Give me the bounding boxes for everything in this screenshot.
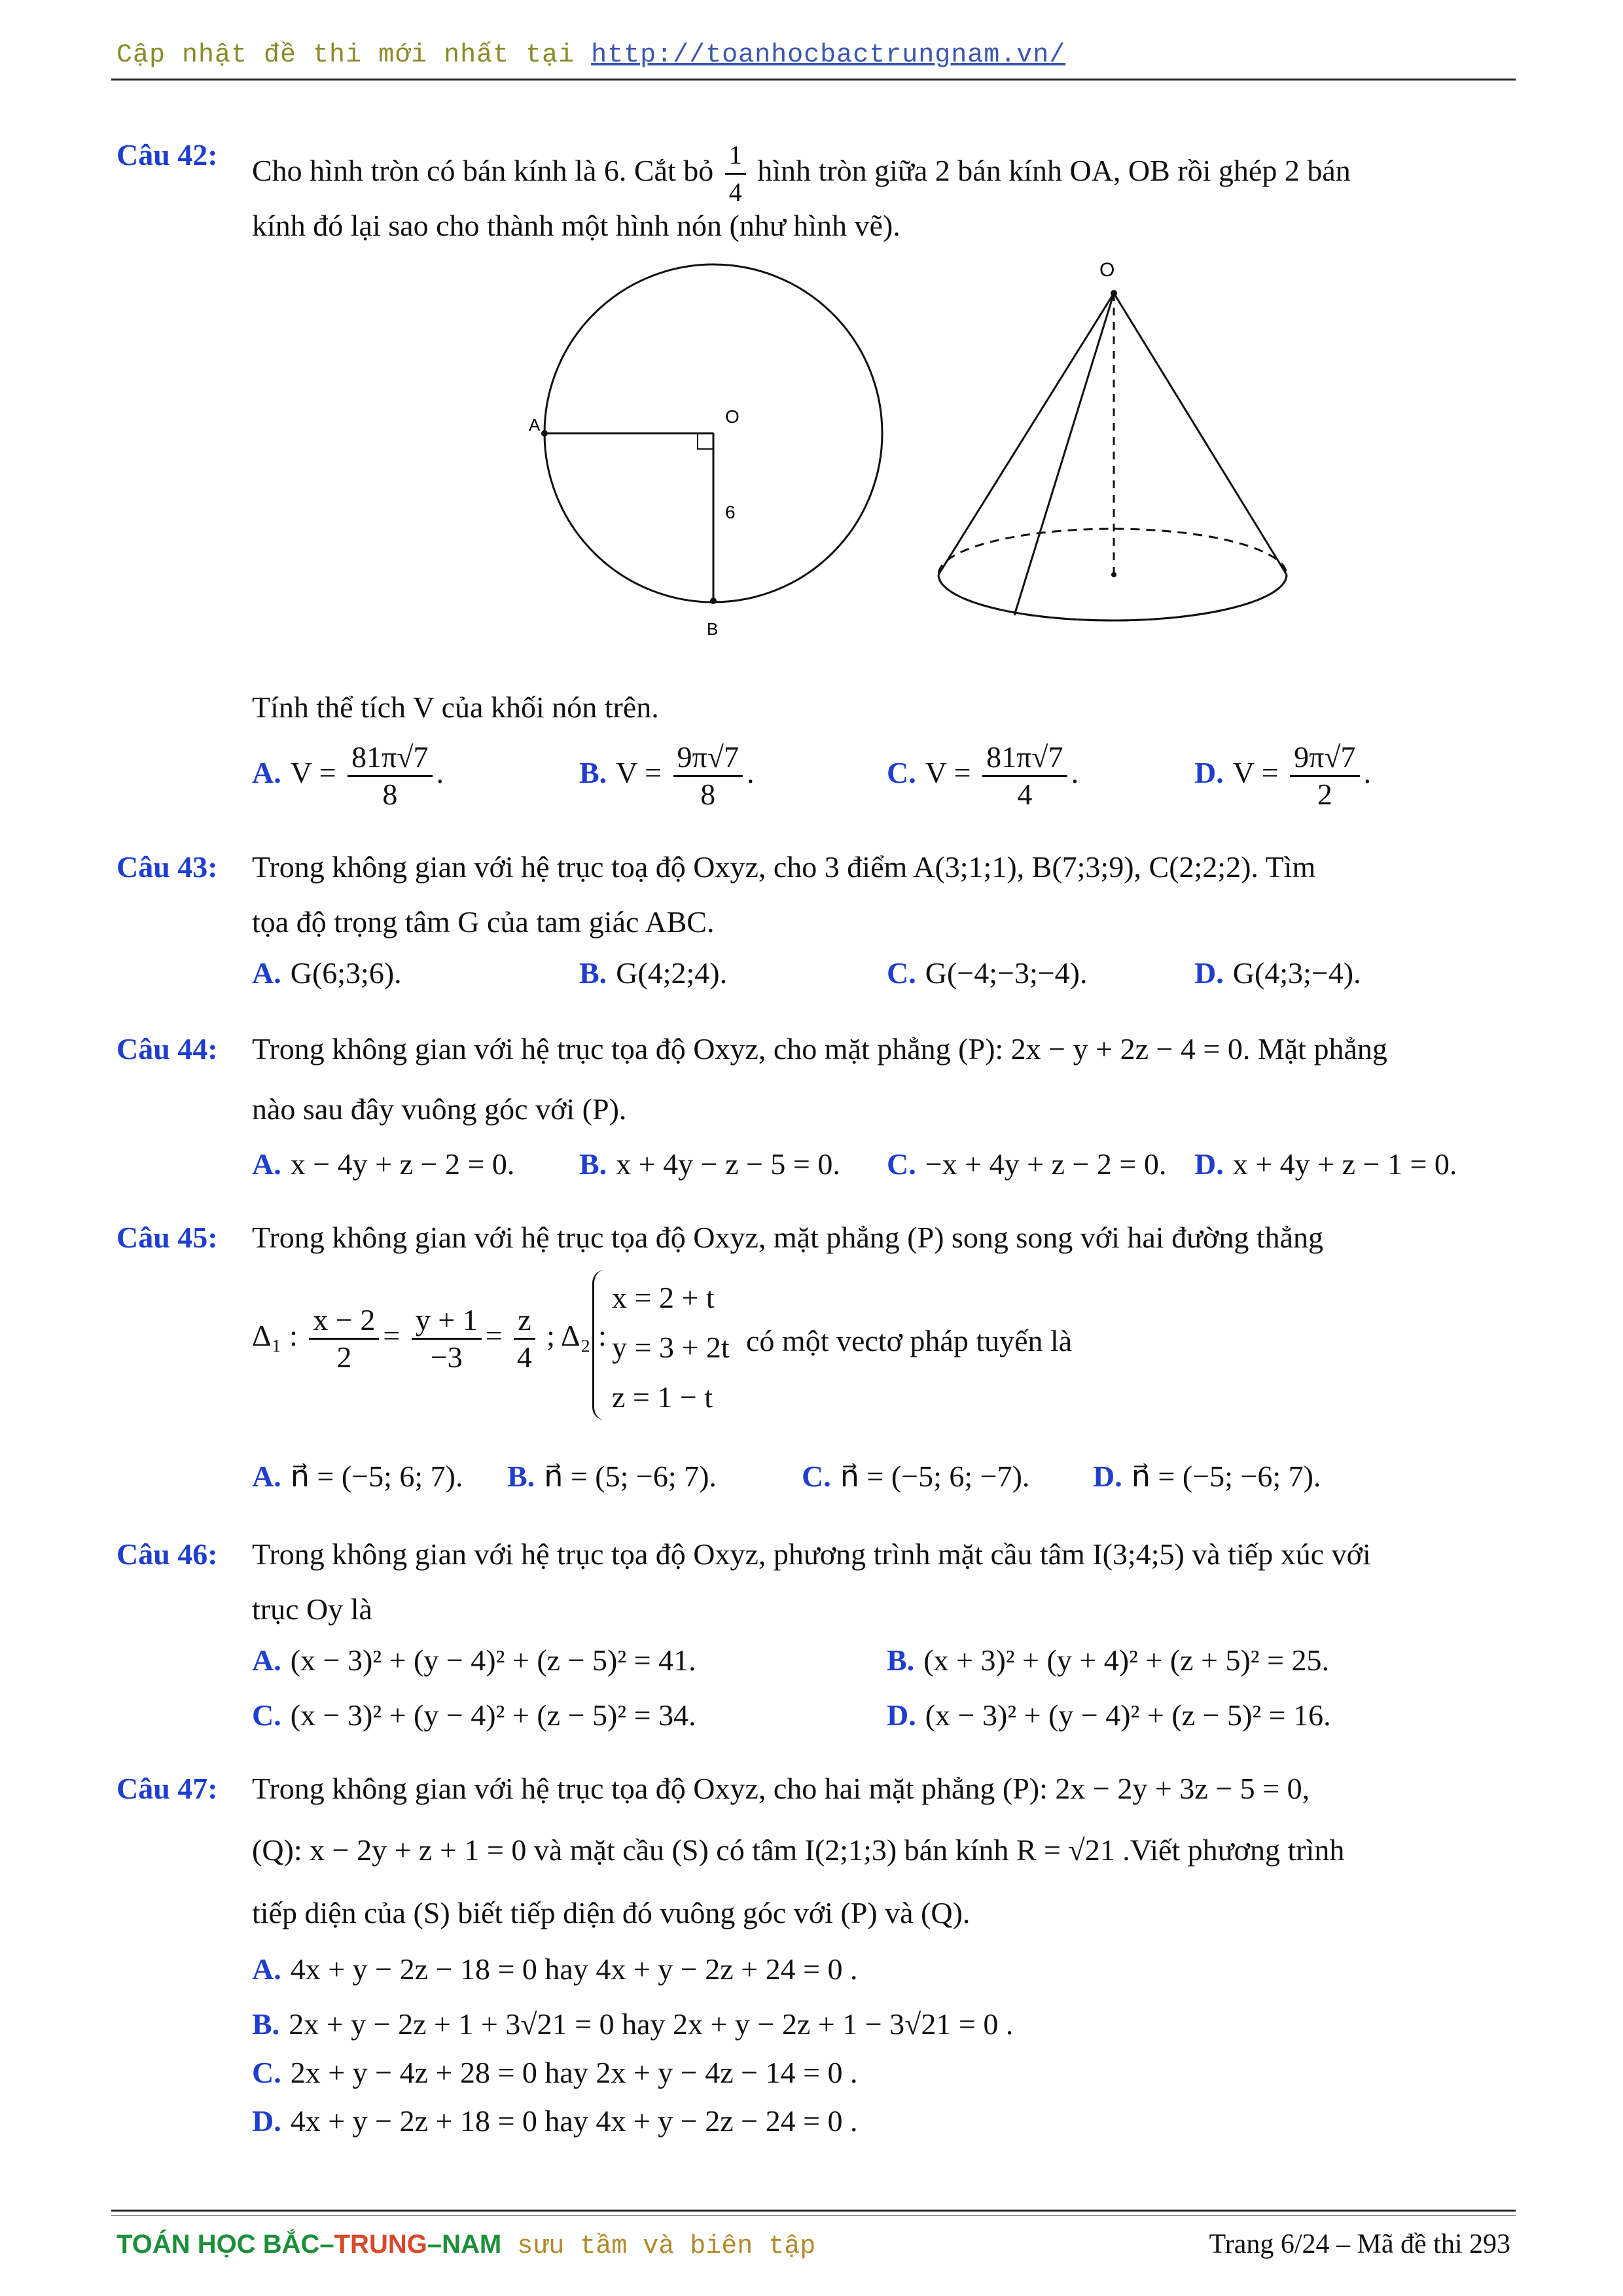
cone-figure xyxy=(929,255,1302,635)
question-46-label: Câu 46: xyxy=(116,1537,218,1571)
footer-page-info: Trang 6/24 – Mã đề thi 293 xyxy=(1209,2229,1510,2259)
question-45-equations: Δ₁ : $\frac{x - 2}{2}$ = $\frac{y + 1}{-3}$ = $\frac{z}{4}$ ; Δ₂ : xyxy=(252,1303,607,1374)
q43-option-c[interactable]: C. G(−4;−3;−4). xyxy=(887,956,1088,990)
q42-option-c[interactable]: C. V = $\frac{81\pi√7}{4}$ . xyxy=(887,740,1079,811)
question-45-system: x = 2 + t y = 3 + 2t z = 1 − t xyxy=(612,1281,730,1414)
q44-option-c[interactable]: C. −x + 4y + z − 2 = 0. xyxy=(887,1147,1167,1181)
question-44-line2: nào sau đây vuông góc với (P). xyxy=(252,1092,627,1126)
question-45-label: Câu 45: xyxy=(116,1221,218,1254)
question-42-ask: Tính thể tích V của khối nón trên. xyxy=(252,691,659,724)
question-46-line2: trục Oy là xyxy=(252,1592,372,1626)
header-divider xyxy=(111,79,1516,81)
label-A: A xyxy=(529,415,541,435)
question-45-tail: có một vectơ pháp tuyến là xyxy=(746,1324,1073,1357)
fraction-quarter: $\frac{1}{4}$ xyxy=(725,137,746,210)
question-42-line1: Cho hình tròn có bán kính là 6. Cắt bỏ $\frac{1}{4}$ hình tròn giữa 2 bán kính OA, OB rồi ghép 2 bán xyxy=(252,137,1351,210)
label-6: 6 xyxy=(725,502,736,522)
question-46-line1: Trong không gian với hệ trục tọa độ Oxyz, phương trình mặt cầu tâm I(3;4;5) và tiếp xúc với xyxy=(252,1537,1371,1571)
question-44-label: Câu 44: xyxy=(116,1032,218,1066)
label-B: B xyxy=(707,619,719,639)
circle-figure xyxy=(517,262,910,648)
question-42-line2: kính đó lại sao cho thành một hình nón (như hình vẽ). xyxy=(252,209,901,242)
header-prefix: Cập nhật đề thi mới nhất tại xyxy=(116,41,575,70)
q45-option-b[interactable]: B. n⃗ = (5; −6; 7). xyxy=(507,1460,717,1493)
q44-option-d[interactable]: D. x + 4y + z − 1 = 0. xyxy=(1194,1147,1457,1181)
label-O: O xyxy=(725,406,740,427)
q46-option-a[interactable]: A. (x − 3)² + (y − 4)² + (z − 5)² = 41. xyxy=(252,1643,696,1677)
footer-brand: TOÁN HỌC BẮC–TRUNG–NAM sưu tầm và biên tập xyxy=(116,2230,816,2261)
question-47-label: Câu 47: xyxy=(116,1772,218,1805)
footer-divider xyxy=(111,2210,1516,2212)
question-43-line1: Trong không gian với hệ trục toạ độ Oxyz, cho 3 điểm A(3;1;1), B(7;3;9), C(2;2;2). Tìm xyxy=(252,850,1316,884)
q42-option-d[interactable]: D. V = $\frac{9\pi√7}{2}$ . xyxy=(1194,740,1372,811)
question-43-line2: tọa độ trọng tâm G của tam giác ABC. xyxy=(252,905,715,939)
q42-option-b[interactable]: B. V = $\frac{9\pi√7}{8}$ . xyxy=(579,740,755,811)
q47-option-d[interactable]: D. 4x + y − 2z + 18 = 0 hay 4x + y − 2z − 24 = 0 . xyxy=(252,2104,858,2138)
q47-option-c[interactable]: C. 2x + y − 4z + 28 = 0 hay 2x + y − 4z − 14 = 0 . xyxy=(252,2056,858,2089)
q42-option-a[interactable]: A. V = $\frac{81\pi√7}{8}$ . xyxy=(252,740,444,811)
question-42-label: Câu 42: xyxy=(116,138,218,171)
question-44-line1: Trong không gian với hệ trục tọa độ Oxyz, cho mặt phẳng (P): 2x − y + 2z − 4 = 0. Mặt phẳng xyxy=(252,1032,1387,1066)
header-link[interactable]: http://toanhocbactrungnam.vn/ xyxy=(591,41,1066,70)
q44-option-a[interactable]: A. x − 4y + z − 2 = 0. xyxy=(252,1147,515,1181)
q45-option-d[interactable]: D. n⃗ = (−5; −6; 7). xyxy=(1093,1460,1321,1493)
q47-option-a[interactable]: A. 4x + y − 2z − 18 = 0 hay 4x + y − 2z + 24 = 0 . xyxy=(252,1952,858,1986)
question-47-line1: Trong không gian với hệ trục tọa độ Oxyz, cho hai mặt phẳng (P): 2x − 2y + 3z − 5 = 0, xyxy=(252,1772,1310,1805)
q46-option-b[interactable]: B. (x + 3)² + (y + 4)² + (z + 5)² = 25. xyxy=(887,1643,1330,1677)
system-brace xyxy=(592,1270,610,1420)
q46-option-d[interactable]: D. (x − 3)² + (y − 4)² + (z − 5)² = 16. xyxy=(887,1698,1331,1732)
q43-option-a[interactable]: A. G(6;3;6). xyxy=(252,956,402,990)
question-43-label: Câu 43: xyxy=(116,850,218,884)
q44-option-b[interactable]: B. x + 4y − z − 5 = 0. xyxy=(579,1147,840,1181)
question-47-line3: tiếp diện của (S) biết tiếp diện đó vuông góc với (P) và (Q). xyxy=(252,1896,971,1929)
q45-option-a[interactable]: A. n⃗ = (−5; 6; 7). xyxy=(252,1460,463,1493)
question-47-line2: (Q): x − 2y + z + 1 = 0 và mặt cầu (S) có tâm I(2;1;3) bán kính R = √21 .Viết phương trình xyxy=(252,1833,1345,1867)
label-cone-O: O xyxy=(1099,259,1115,281)
question-45-line1: Trong không gian với hệ trục tọa độ Oxyz, mặt phẳng (P) song song với hai đường thẳng xyxy=(252,1221,1324,1254)
page-header xyxy=(116,41,1065,70)
q46-option-c[interactable]: C. (x − 3)² + (y − 4)² + (z − 5)² = 34. xyxy=(252,1698,696,1732)
q47-option-b[interactable]: B. 2x + y − 2z + 1 + 3√21 = 0 hay 2x + y − 2z + 1 − 3√21 = 0 . xyxy=(252,2007,1014,2041)
q43-option-b[interactable]: B. G(4;2;4). xyxy=(579,956,728,990)
q45-option-c[interactable]: C. n⃗ = (−5; 6; −7). xyxy=(802,1460,1030,1493)
q43-option-d[interactable]: D. G(4;3;−4). xyxy=(1194,956,1361,990)
